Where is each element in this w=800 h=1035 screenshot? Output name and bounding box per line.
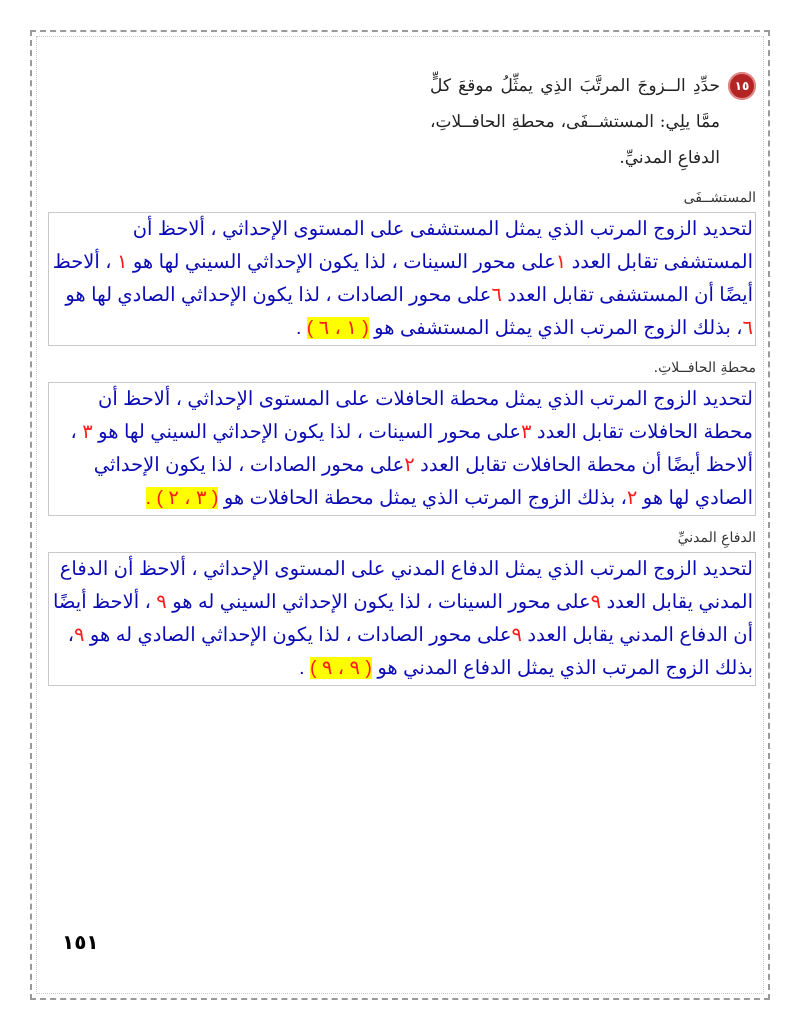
answer-text: على محور الصادات ، لذا يكون الإحداثي الصادي له هو [84,624,512,646]
answer-text: ، بذلك الزوج المرتب الذي يمثل الدفاع المدني هو [67,624,753,679]
answer-text: على محور السينات ، لذا يكون الإحداثي السيني له هو [166,591,591,613]
answer-text: ، بذلك الزوج المرتب الذي يمثل المستشفى هو [368,317,743,339]
answer-text: على محور الصادات ، لذا يكون الإحداثي الصادي لها هو [93,454,753,509]
answer-text: ، ألاحظ أيضًا أن الدفاع المدني يقابل العدد [52,591,753,646]
question [48,68,756,176]
section-label-bus-station: محطةِ الحافــلاتِ. [653,360,756,376]
y-coordinate: ٩ [74,624,85,646]
ordered-pair-highlight: ( ٩ ، ٩ ) [309,657,372,679]
answer-text: لتحديد الزوج المرتب الذي يمثل محطة الحافلات على المستوى الإحداثي ، ألاحظ أن محطة الحافلات تقابل العدد [98,388,753,443]
x-value: ١ [555,251,567,273]
section-label-civil-defense: الدفاعِ المدنيِّ [677,530,756,546]
x-coordinate: ٩ [156,591,167,613]
page-number: ١٥١ [62,930,99,954]
y-value: ٦ [491,284,502,306]
x-value: ٣ [521,421,532,443]
answer-text: ، بذلك الزوج المرتب الذي يمثل محطة الحافلات هو [218,487,627,509]
y-value: ٩ [511,624,523,646]
answer-text: لتحديد الزوج المرتب الذي يمثل الدفاع المدني على المستوى الإحداثي ، ألاحظ أن الدفاع المدني يقابل العدد [59,558,753,613]
answer-text: على محور السينات ، لذا يكون الإحداثي السيني لها هو [127,251,556,273]
answer-bus-station [48,382,756,516]
question-text: حدِّدِ الــزوجَ المرتَّبَ الذِي يمثِّلُ موقعَ كلٍّ ممَّا يلِي: المستشــفَى، محطةِ الحافــلاتِ، الدفاعِ المدنيِّ. [430,76,720,168]
x-value: ٩ [590,591,602,613]
answer-text: على محور الصادات ، لذا يكون الإحداثي الصادي لها هو [65,284,492,306]
answer-civil-defense [48,552,756,686]
answer-text: ، ألاحظ أيضًا أن محطة الحافلات تقابل العدد [70,421,753,476]
x-coordinate: ١ [116,251,128,273]
y-coordinate: ٢ [626,487,638,509]
answer-text: ، ألاحظ أيضًا أن المستشفى تقابل العدد [52,251,753,306]
answer-text: . [295,317,307,339]
y-coordinate: ٦ [742,317,753,339]
question-number-badge: ١٥ [728,72,756,100]
page-content [48,68,756,686]
x-coordinate: ٣ [82,421,93,443]
answer-text: على محور السينات ، لذا يكون الإحداثي السيني لها هو [92,421,522,443]
answer-text: لتحديد الزوج المرتب الذي يمثل المستشفى على المستوى الإحداثي ، ألاحظ أن المستشفى تقابل العدد [132,218,753,273]
section-label-hospital: المستشــفَى [683,190,756,206]
answer-text: . [299,657,310,679]
ordered-pair-highlight: ( ٣ ، ٢ ) . [145,487,219,509]
y-value: ٢ [404,454,415,476]
answer-hospital [48,212,756,346]
ordered-pair-highlight: ( ١ ، ٦ ) [306,317,369,339]
